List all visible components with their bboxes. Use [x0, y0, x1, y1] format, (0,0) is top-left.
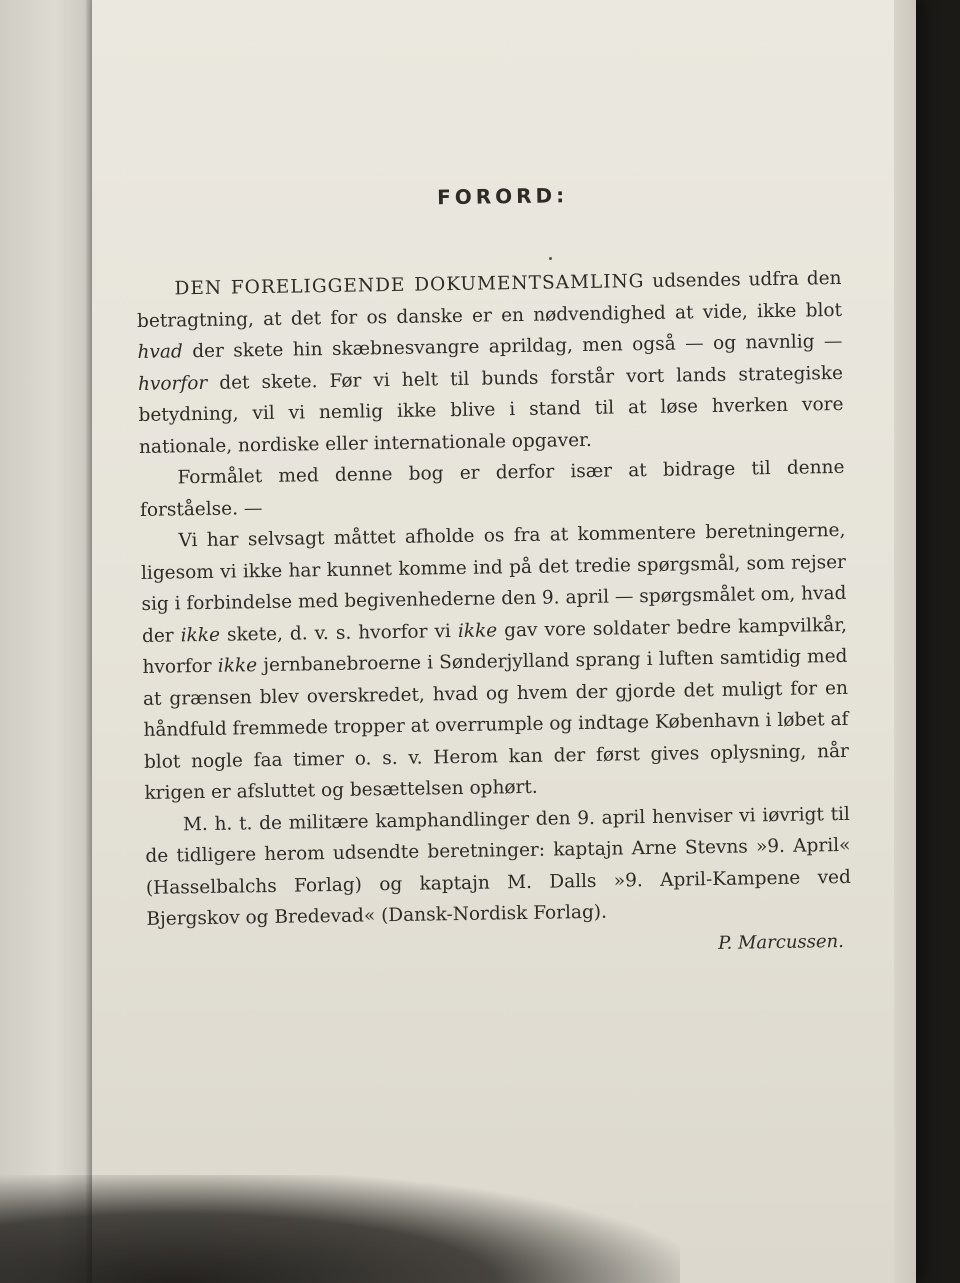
- page-right-edge: [894, 0, 916, 1283]
- paragraph-text: skete, d. v. s. hvorfor vi: [219, 620, 459, 646]
- paragraph-text: Formålet med denne bog er derfor især at bidrage til denne forståelse. —: [139, 456, 845, 521]
- paragraph-4: [145, 798, 852, 935]
- hand-shadow: [0, 1175, 680, 1283]
- paragraph-2: [139, 452, 845, 526]
- paragraph-3: [140, 515, 849, 810]
- emphasis: ikke: [457, 619, 498, 642]
- paragraph-text: det skete. Før vi helt til bunds forstår vort lands strategiske betydning, vil vi nemlig ikke blive i stand til at løse hverken vore nationale, nordiske eller internationale opgaver.: [138, 362, 844, 458]
- paragraph-text: Vi har selvsagt måttet afholde os fra at kommentere beretningerne, ligesom vi ikke har kunnet komme ind på det tredie spørgsmål, som rejser sig i forbindelse med begivenhederne den 9. april — spørgsmålet om, hvad der: [140, 519, 847, 647]
- emphasis: hvad: [137, 341, 183, 363]
- paragraph-text: gav vore soldater bedre kampvilkår, hvorfor: [142, 614, 848, 678]
- author-signature: P. Marcussen.: [717, 930, 845, 954]
- emphasis: ikke: [180, 624, 221, 646]
- paragraph-text: jernbanebroerne i Sønderjylland sprang i luften samtidig med at grænsen blev overskredet, hvad og hvem der gjorde det muligt for en håndfuld fremmede tropper at overrumple og indtage København i løbet af blot nogle faa timer o. s. v. Herom kan der først gives oplysning, når krigen er afsluttet og besættelsen ophørt.: [142, 645, 850, 804]
- page-text: [135, 179, 852, 962]
- lead-caps: DEN FORELIGGENDE DOKUMENTSAMLING: [174, 271, 645, 300]
- left-page-edge: [0, 0, 92, 1283]
- emphasis: hvorfor: [137, 372, 208, 395]
- paragraph-1: [136, 263, 844, 463]
- page-title: FORORD:: [436, 183, 569, 210]
- paragraph-text: der skete hin skæbnesvangre aprildag, men også — og navnlig —: [182, 330, 843, 363]
- paragraph-text: M. h. t. de militære kamphandlinger den 9. april henviser vi iøvrigt til de tidligere herom udsendte beretninger: kaptajn Arne Stevns »9. April« (Hasselbalchs Forlag) og kaptajn M. Dalls »9. April-Kampene ved Bjergskov og Bredevad« (Dansk-Nordisk Forlag).: [145, 803, 852, 930]
- emphasis: ikke: [217, 655, 258, 677]
- paragraph-text: udsendes udfra den betragtning, at det for os danske er en nødvendighed at vide, ikke blot: [136, 267, 843, 332]
